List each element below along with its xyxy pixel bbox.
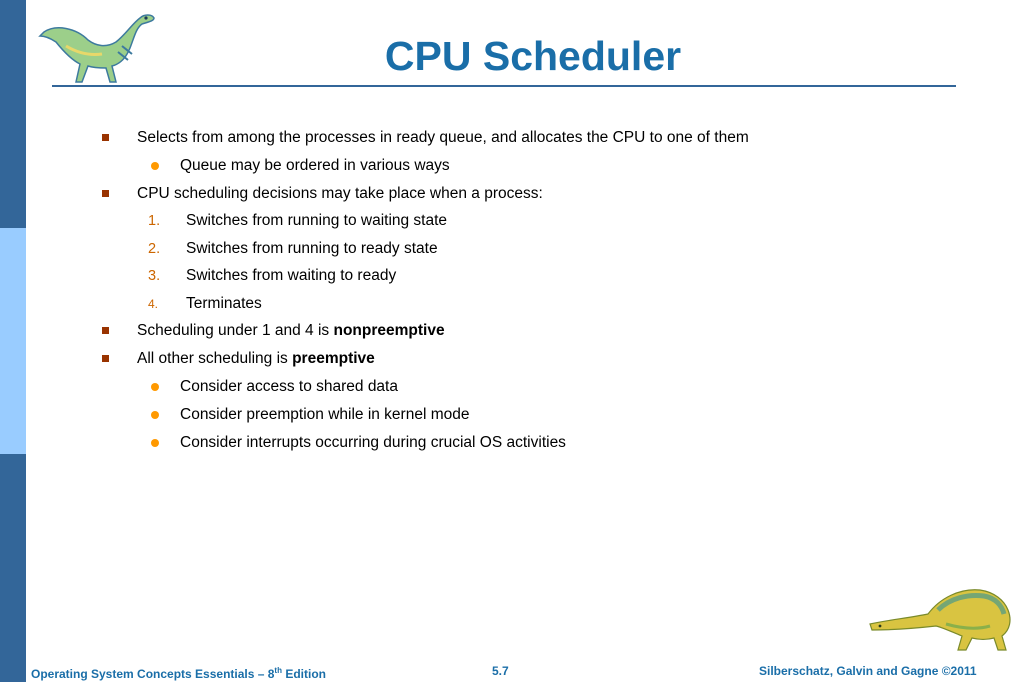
slide-title: CPU Scheduler	[384, 33, 682, 79]
sidebar-dark-bottom	[0, 454, 26, 682]
bullet-text: Selects from among the processes in ready queue, and allocates the CPU to one of them	[137, 129, 749, 146]
footer-copyright: Silberschatz, Galvin and Gagne ©2011	[759, 664, 977, 678]
numbered-item-text: Terminates	[186, 295, 262, 312]
dinosaur-corner-icon	[868, 584, 1018, 654]
square-bullet-icon	[102, 355, 109, 362]
numbered-item-text: Switches from running to ready state	[186, 240, 438, 257]
numbered-item-text: Switches from waiting to ready	[186, 267, 397, 284]
bullet-text-bold: preemptive	[292, 350, 375, 367]
square-bullet-icon	[102, 190, 109, 197]
list-number: 3.	[148, 268, 161, 284]
bullet-text	[137, 319, 445, 343]
footer-book-prefix: Operating System Concepts Essentials – 8	[31, 667, 275, 681]
bullet-text	[137, 347, 375, 371]
dot-bullet-icon	[151, 411, 159, 419]
numbered-item-text: Switches from running to waiting state	[186, 212, 448, 229]
square-bullet-icon	[102, 327, 109, 334]
square-bullet-icon	[102, 134, 109, 141]
footer-page-number: 5.7	[492, 664, 509, 678]
sub-bullet-text: Consider access to shared data	[180, 378, 398, 395]
title-underline	[52, 85, 956, 87]
bullet-text: CPU scheduling decisions may take place when a process:	[137, 185, 543, 202]
bullet-text-bold: nonpreemptive	[333, 322, 445, 339]
left-sidebar-bar	[0, 0, 26, 682]
bullet-text-prefix: All other scheduling is	[137, 350, 293, 367]
sub-bullet-text: Queue may be ordered in various ways	[180, 157, 450, 174]
footer-book-sup: th	[274, 666, 282, 675]
dot-bullet-icon	[151, 439, 159, 447]
footer-book-title	[31, 661, 326, 681]
dot-bullet-icon	[151, 383, 159, 391]
footer-book-suffix: Edition	[281, 667, 326, 681]
sidebar-dark-top	[0, 0, 26, 228]
list-number: 2.	[148, 241, 161, 257]
list-number: 4.	[148, 297, 159, 311]
sidebar-light-middle	[0, 228, 26, 454]
list-number: 1.	[148, 213, 161, 229]
dot-bullet-icon	[151, 162, 159, 170]
dinosaur-logo-icon	[36, 6, 158, 86]
sub-bullet-text: Consider interrupts occurring during crucial OS activities	[180, 434, 566, 451]
sub-bullet-text: Consider preemption while in kernel mode	[180, 406, 470, 423]
bullet-text-prefix: Scheduling under 1 and 4 is	[137, 322, 334, 339]
